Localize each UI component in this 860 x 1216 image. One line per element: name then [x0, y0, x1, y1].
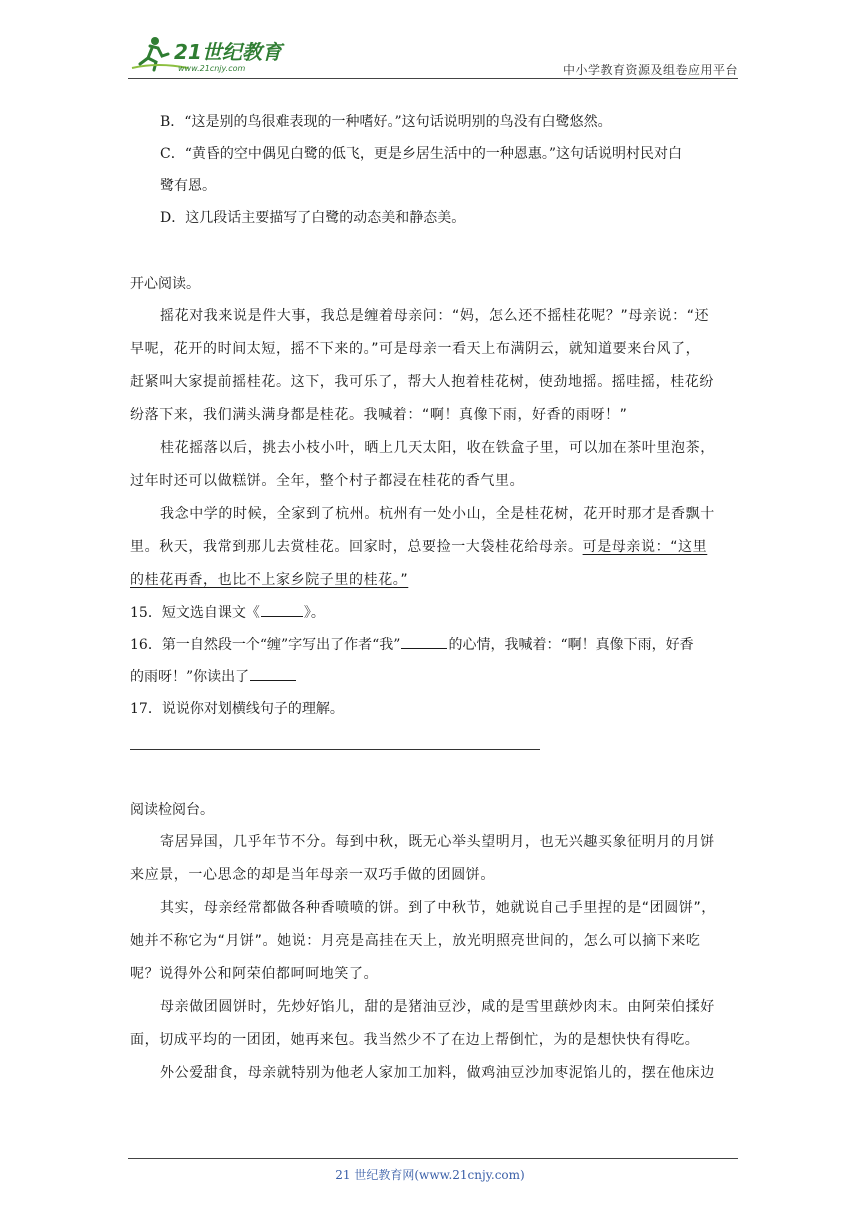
section1-passage [130, 300, 733, 597]
underlined-sentence: 可是母亲说：“这里 [582, 539, 708, 555]
question-16-cont [130, 663, 733, 691]
passage-line: 寄居异国，几乎年节不分。每到中秋，既无心举头望明月，也无兴趣买象征明月的月饼 [160, 834, 715, 850]
header-divider [128, 78, 738, 79]
question-17: 17．说说你对划横线句子的理解。 [130, 701, 344, 717]
passage-line: 外公爱甜食，母亲就特别为他老人家加工加料，做鸡油豆沙加枣泥馅儿的，摆在他床边 [160, 1065, 715, 1081]
runner-logo-icon [128, 34, 288, 74]
passage-line: 面，切成平均的一团团，她再来包。我当然少不了在边上帮倒忙，为的是想快快有得吃。 [130, 1032, 700, 1048]
passage-line: 呢？说得外公和阿荣伯都呵呵地笑了。 [130, 966, 379, 982]
question-15 [130, 599, 733, 627]
section2-title: 阅读检阅台。 [130, 802, 214, 818]
answer-blank[interactable] [261, 600, 303, 617]
underlined-sentence: 的桂花再香，也比不上家乡院子里的桂花。” [130, 572, 409, 588]
question-16-text-end: 的雨呀！”你读出了 [130, 669, 250, 685]
platform-tagline: 中小学教育资源及组卷应用平台 [562, 63, 738, 77]
document-body [130, 108, 733, 1090]
question-16-text-mid: 的心情，我喊着：“啊！真像下雨，好香 [448, 637, 694, 653]
answer-blank[interactable] [250, 664, 296, 681]
passage-line: 过年时还可以做糕饼。全年，整个村子都浸在桂花的香气里。 [130, 473, 525, 489]
passage-line [130, 564, 733, 597]
passage-line: 赶紧叫大家提前摇桂花。这下，我可乐了，帮大人抱着桂花树，使劲地摇。摇哇摇，桂花纷 [130, 374, 714, 390]
site-logo [128, 34, 288, 74]
passage-line: 纷落下来，我们满头满身都是桂花。我喊着：“啊！真像下雨，好香的雨呀！” [130, 407, 628, 423]
passage-line: 早呢，花开的时间太短，摇不下来的。”可是母亲一看天上布满阴云，就知道要来台风了， [130, 341, 701, 357]
passage-line: 我念中学的时候，全家到了杭州。杭州有一处小山，全是桂花树，花开时那才是香飘十 [160, 506, 715, 522]
page-header [128, 32, 738, 78]
passage-text: 里。秋天，我常到那儿去赏桂花。回家时，总要捡一大袋桂花给母亲。 [130, 539, 583, 555]
passage-line [130, 531, 733, 564]
passage-line: 来应景，一心思念的却是当年母亲一双巧手做的团圆饼。 [130, 867, 495, 883]
passage-line: 母亲做团圆饼时，先炒好馅儿，甜的是猪油豆沙，咸的是雪里蕻炒肉末。由阿荣伯揉好 [160, 999, 715, 1015]
logo-text: 21世纪教育 [174, 40, 282, 64]
passage-line: 摇花对我来说是件大事，我总是缠着母亲问：“妈，怎么还不摇桂花呢？”母亲说：“还 [160, 308, 710, 324]
question-16 [130, 631, 733, 659]
passage-line: 其实，母亲经常都做各种香喷喷的饼。到了中秋节，她就说自己手里捏的是“团圆饼”， [160, 900, 716, 916]
option-c-line2: 鹭有恩。 [160, 178, 216, 194]
option-d: D．这几段话主要描写了白鹭的动态美和静态美。 [160, 210, 466, 226]
question-15-text-end: 》。 [303, 605, 325, 621]
question-15-text: 15．短文选自课文《 [130, 605, 260, 621]
option-c-line1: C．“黄昏的空中偶见白鹭的低飞，更是乡居生活中的一种恩惠。”这句话说明村民对白 [160, 146, 683, 162]
passage-line: 她并不称它为“月饼”。她说：月亮是高挂在天上，放光明照亮世间的，怎么可以摘下来吃 [130, 933, 701, 949]
option-b: B．“这是别的鸟很难表现的一种嗜好。”这句话说明别的鸟没有白鹭悠然。 [160, 114, 612, 130]
logo-url-text: www.21cnjy.com [178, 64, 246, 73]
footer-divider [128, 1158, 738, 1159]
section1-title: 开心阅读。 [130, 276, 200, 292]
answer-blank[interactable] [401, 632, 447, 649]
section2-passage [130, 826, 733, 1090]
page-footer[interactable]: 21 世纪教育网(www.21cnjy.com) [335, 1168, 525, 1182]
passage-line: 桂花摇落以后，挑去小枝小叶，晒上几天太阳，收在铁盒子里，可以加在茶叶里泡茶， [160, 440, 715, 456]
question-16-text: 16．第一自然段一个“缠”字写出了作者“我” [130, 637, 401, 653]
